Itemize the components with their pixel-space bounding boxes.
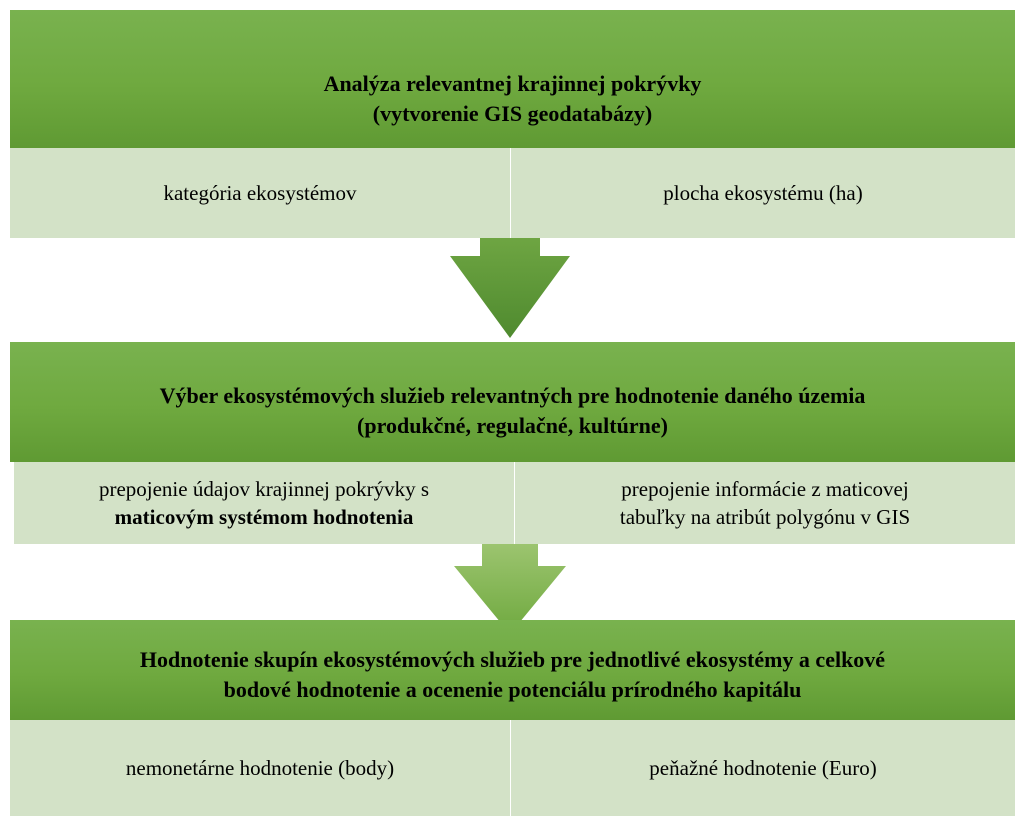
step1-right-box xyxy=(511,148,1015,238)
step2-title-line2: (produkčné, regulačné, kultúrne) xyxy=(357,413,668,438)
step2-right-box xyxy=(515,462,1015,544)
step1-right-text: plocha ekosystému (ha) xyxy=(663,181,863,205)
step3-right-box xyxy=(511,720,1015,816)
arrow-down-1 xyxy=(440,238,580,340)
step3-left-text: nemonetárne hodnotenie (body) xyxy=(125,756,395,780)
step3-right-text: peňažné hodnotenie (Euro) xyxy=(649,756,877,780)
step1-title-line2: (vytvorenie GIS geodatabázy) xyxy=(372,101,653,126)
step2-left-line2-bold: maticovým systémom hodnotenia xyxy=(114,505,414,529)
step2-title-line1: Výber ekosystémových služieb relevantných pre hodnotenie daného územia xyxy=(159,383,866,408)
step1-header xyxy=(10,10,1015,148)
step2-left-line1: prepojenie údajov krajinnej pokrývky s xyxy=(98,477,430,501)
step3-title-line1: Hodnotenie skupín ekosystémových služieb pre jednotlivé ekosystémy a celkové xyxy=(139,647,886,672)
step3-left-box xyxy=(10,720,510,816)
step2-left-box xyxy=(14,462,514,544)
step1-title-line1: Analýza relevantnej krajinnej pokrývky xyxy=(323,71,702,96)
step1-left-box xyxy=(10,148,510,238)
step3-header xyxy=(10,620,1015,720)
step3-title-line2: bodové hodnotenie a ocenenie potenciálu prírodného kapitálu xyxy=(223,677,802,702)
step2-header xyxy=(10,342,1015,462)
step2-right-line1: prepojenie informácie z maticovej xyxy=(621,477,909,501)
step1-left-text: kategória ekosystémov xyxy=(163,181,357,205)
step2-right-line2: tabuľky na atribút polygónu v GIS xyxy=(619,505,911,529)
